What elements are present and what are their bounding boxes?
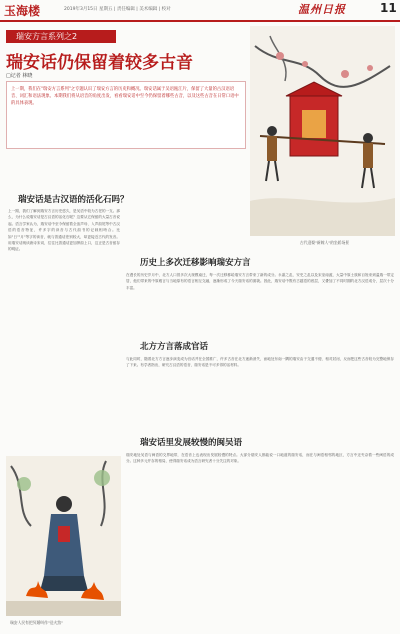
subhead-section-2: 历史上多次迁移影响瑞安方言 [140, 258, 251, 268]
caption-top-illustration: 古代迎娶"新嫁人"的坐轿场景 [300, 240, 350, 245]
page-number: 11 [380, 1, 397, 15]
page-header [0, 0, 400, 22]
body-section-1: 上一期，我们了解到瑞安方言历史悠久，是吴语中较为古老的一支。那么，为什么说瑞安话是古汉语的活化石呢？这要从它保留的大量古音说起。语言学家认为，瑞安话中至今保留着全浊声母、入声韵尾等中古汉语的语音特征，许多字的读音与古代韵书的记载相吻合。比如"日""月"等字的读音，就与普通话差别较大，却更接近古代的发音。用瑞安话朗读唐诗宋词，往往比普通话更加押韵上口，这正是古音留存的明证。 [8, 209, 120, 252]
headline: 瑞安话仍保留着较多古音 [6, 53, 193, 73]
lede-text: 上一期，我们在"瑞安方言系列"之专题认识了瑞安方言的历史和概况。瑞安话属于吴语瓯江片，保留了大量的古汉语语音、词汇和语法现象。本期我们将从语音的角度出发，看看瑞安话中至今仍保留着哪些古音，以及这些古音在日常口语中的具体表现。 [11, 87, 239, 106]
issue-meta: 2019年3月15日 星期五 | 责任编辑 | 美术编辑 | 校对 [64, 7, 171, 12]
ritual-figure-illustration [6, 456, 121, 616]
subhead-section-4: 瑞安话里发展较慢的闽吴语 [140, 438, 243, 448]
body-section-3: 与此同时，随着北方方言逐步演变成为官话并在全国推广，许多古音在北方逐渐消失，而地处东南一隅的瑞安由于交通不便、相对封闭，反而把这些古音较为完整地保存了下来。有学者指出，研究古汉语的语音，瑞安话是不可多得的活材料。 [126, 357, 394, 368]
lede-box [6, 81, 246, 149]
newspaper-brand: 温州日报 [298, 3, 346, 16]
subhead-section-3: 北方方言落成官话 [140, 342, 209, 352]
body-section-2: 在漫长的历史岁月中，北方人口曾多次大规模南迁，每一次迁移都给瑞安方言带来了新的成分。永嘉之乱、安史之乱以及宋室南渡，大量中原士族和百姓来到温瑞一带定居，他们带来的中原雅言与当地原有的语言相互交融，逐渐形成了今天瑞安话的面貌。因此，瑞安话中既有古越语的底层，又叠加了不同时期的北方汉语成分，层次十分丰富。 [126, 273, 394, 290]
byline: □记者 林晓 [6, 73, 33, 79]
column-label-banner [6, 30, 116, 43]
wedding-procession-illustration [250, 26, 395, 236]
caption-bottom-illustration: 瑞安人民有把冥婚叫作"送火煞" [10, 620, 63, 625]
section-name: 玉海楼 [4, 4, 41, 18]
column-label: 瑞安方言系列之2 [16, 32, 78, 41]
body-section-4: 瑞安地处吴语与闽语的交界地带，在语音上也表现出发展较慢的特点。大部分瑞安人都能说一口地道的瑞安话，而在与闽语相邻的地区，方言中还夹杂着一些闽语的成分。这种多元并存的格局，使得瑞安话成为语言研究者十分关注的对象。 [126, 453, 394, 464]
subhead-section-1: 瑞安话是古汉语的活化石吗？ [18, 195, 129, 205]
